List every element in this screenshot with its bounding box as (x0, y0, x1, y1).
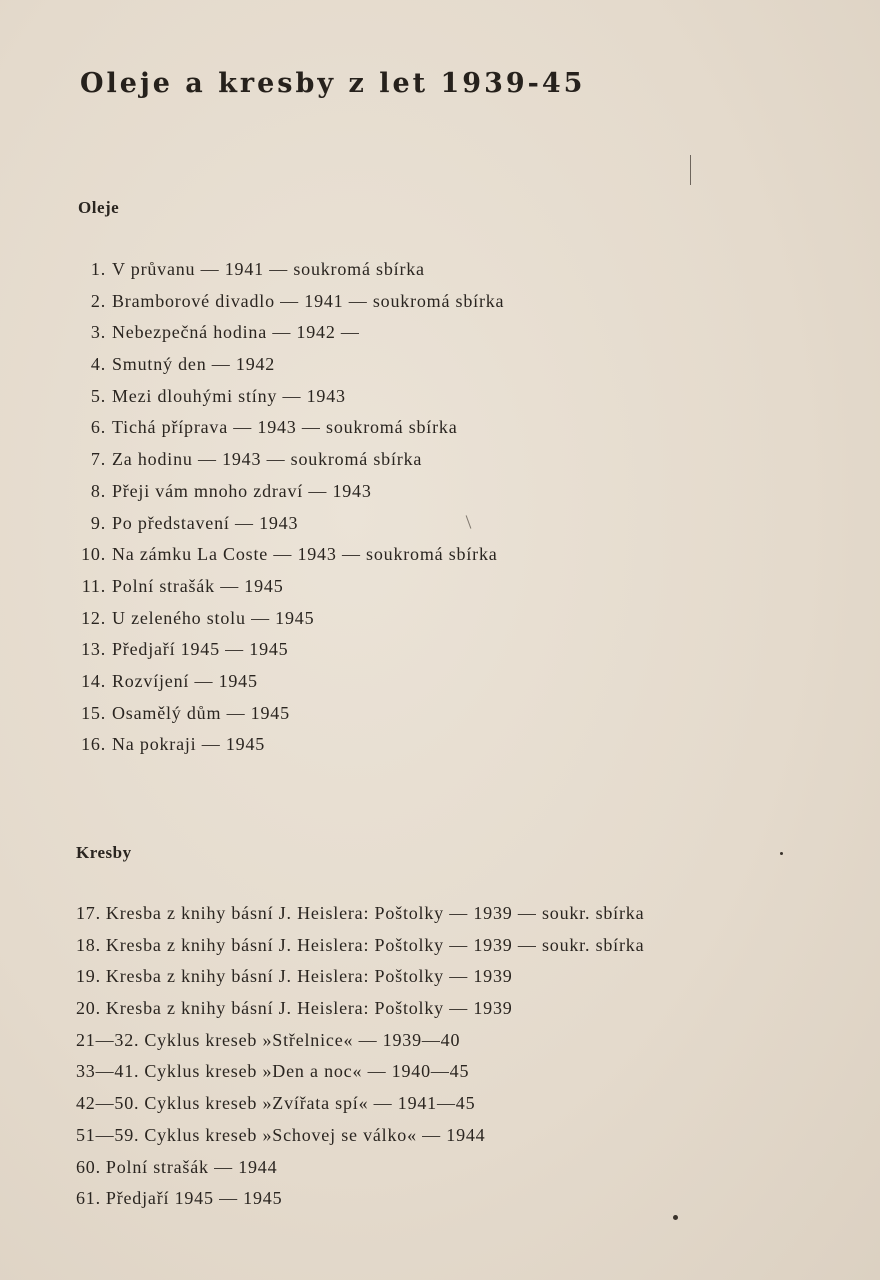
item-text: Tichá příprava — 1943 — soukromá sbírka (112, 417, 458, 438)
list-item (76, 961, 644, 993)
list-item (76, 476, 504, 508)
item-text: Smutný den — 1942 (112, 354, 276, 375)
list-item (76, 349, 504, 381)
paper-speck (780, 852, 783, 855)
list-item (76, 254, 504, 286)
item-text: Předjaří 1945 — 1945 (112, 639, 289, 660)
list-item (76, 729, 504, 761)
item-number: 60. (76, 1156, 101, 1177)
item-text: Rozvíjení — 1945 (112, 670, 258, 691)
list-item (76, 1120, 644, 1152)
item-text: Na zámku La Coste — 1943 — soukromá sbírka (112, 544, 498, 565)
item-number: 1. (90, 259, 106, 279)
item-text: Předjaří 1945 — 1945 (105, 1188, 283, 1209)
item-number: 3. (90, 322, 106, 343)
item-text: Polní strašák — 1944 (105, 1156, 278, 1177)
item-number: 61. (76, 1188, 101, 1209)
list-item (76, 1152, 644, 1184)
item-text: Cyklus kreseb »Schovej se válko« — 1944 (144, 1124, 486, 1145)
item-number: 2. (90, 290, 106, 311)
item-text: Osamělý dům — 1945 (112, 702, 290, 723)
list-item (76, 412, 504, 444)
section-heading-oleje: Oleje (78, 198, 120, 217)
list-item (76, 666, 504, 698)
list-item (76, 317, 504, 349)
item-text: U zeleného stolu — 1945 (112, 607, 315, 628)
item-text: Kresba z knihy básní J. Heislera: Poštolky — 1939 (105, 966, 513, 987)
item-number: 9. (90, 512, 106, 533)
item-number: 16. (81, 734, 106, 755)
item-number: 4. (90, 354, 106, 375)
item-number: 6. (90, 417, 106, 438)
item-number: 8. (90, 480, 106, 501)
item-text: Přeji vám mnoho zdraví — 1943 (112, 480, 372, 501)
page-title: Oleje a kresby z let 1939-45 (80, 68, 586, 99)
item-text: Bramborové divadlo — 1941 — soukromá sbírka (112, 290, 505, 311)
item-text: Cyklus kreseb »Den a noc« — 1940—45 (144, 1061, 470, 1082)
item-number: 42—50. (76, 1093, 140, 1114)
list-item (76, 1183, 644, 1215)
item-text: Kresba z knihy básní J. Heislera: Poštolky — 1939 — soukr. sbírka (105, 934, 645, 955)
list-item (76, 993, 644, 1025)
paper-speck (690, 155, 691, 185)
item-number: 5. (90, 385, 106, 406)
item-text: Cyklus kreseb »Zvířata spí« — 1941—45 (144, 1093, 476, 1114)
item-number: 21—32. (76, 1029, 140, 1050)
list-item (76, 930, 644, 962)
item-text: Za hodinu — 1943 — soukromá sbírka (112, 449, 423, 470)
item-number: 12. (81, 607, 106, 628)
list-item (76, 444, 504, 476)
item-text: Po představení — 1943 (112, 512, 299, 533)
list-item (76, 381, 504, 413)
item-number: 13. (81, 639, 106, 660)
item-text: Na pokraji — 1945 (112, 734, 266, 755)
list-item (76, 286, 504, 318)
section-heading-kresby: Kresby (76, 843, 132, 862)
item-number: 10. (81, 544, 106, 565)
list-item (76, 898, 644, 930)
item-text: Polní strašák — 1945 (112, 575, 284, 596)
item-number: 7. (90, 449, 106, 470)
list-item (76, 698, 504, 730)
item-text: Cyklus kreseb »Střelnice« — 1939—40 (144, 1029, 461, 1050)
list-item (76, 1056, 644, 1088)
item-number: 11. (81, 575, 106, 596)
item-number: 17. (76, 903, 101, 923)
list-item (76, 603, 504, 635)
list-item (76, 539, 504, 571)
list-item (76, 508, 504, 540)
oleje-list (76, 254, 504, 761)
item-number: 51—59. (76, 1124, 140, 1145)
item-number: 20. (76, 998, 101, 1019)
item-text: Kresba z knihy básní J. Heislera: Poštolky — 1939 (105, 998, 513, 1019)
list-item (76, 1088, 644, 1120)
item-number: 14. (81, 670, 106, 691)
list-item (76, 634, 504, 666)
list-item (76, 1025, 644, 1057)
list-item (76, 571, 504, 603)
kresby-list (76, 898, 644, 1215)
item-number: 15. (81, 702, 106, 723)
item-text: Nebezpečná hodina — 1942 — (112, 322, 360, 343)
item-number: 33—41. (76, 1061, 140, 1082)
paper-speck (673, 1215, 678, 1220)
item-number: 19. (76, 966, 101, 987)
item-text: Mezi dlouhými stíny — 1943 (112, 385, 346, 406)
item-number: 18. (76, 934, 101, 955)
item-text: V průvanu — 1941 — soukromá sbírka (112, 259, 425, 279)
item-text: Kresba z knihy básní J. Heislera: Poštolky — 1939 — soukr. sbírka (105, 903, 645, 923)
